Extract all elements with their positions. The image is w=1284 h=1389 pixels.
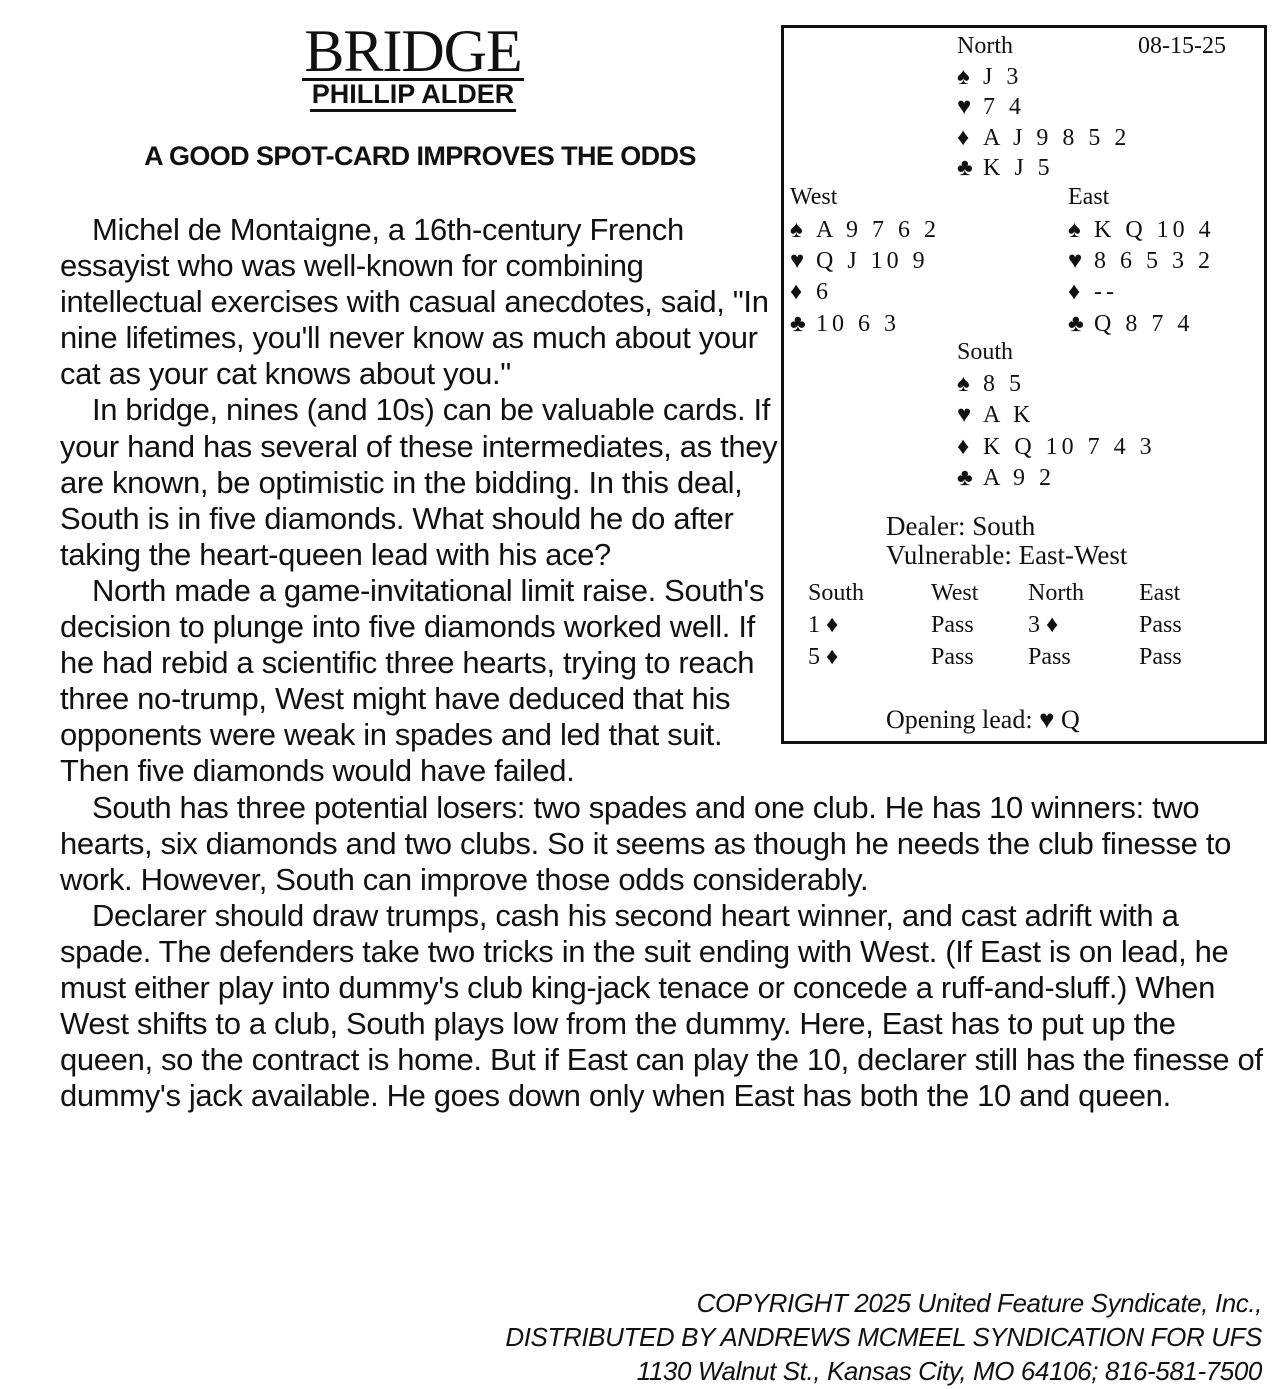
west-hearts: ♥ Q J 10 9 bbox=[790, 248, 929, 274]
headline: A GOOD SPOT-CARD IMPROVES THE ODDS bbox=[144, 141, 696, 171]
south-hearts: ♥ A K bbox=[957, 402, 1035, 428]
north-clubs: ♣ K J 5 bbox=[957, 155, 1054, 181]
paragraph: Michel de Montaigne, a 16th-century French essayist who was well-known for combining intellectual exercises with casual anecdotes, said, "In nine lifetimes, you'll never know as much about your cat as your cat knows about you." bbox=[60, 212, 769, 392]
copyright-line: COPYRIGHT 2025 United Feature Syndicate, Inc., bbox=[696, 1288, 1262, 1318]
south-spades: ♠ 8 5 bbox=[957, 371, 1025, 397]
auction-header-west: West bbox=[931, 580, 979, 606]
south-clubs: ♣ A 9 2 bbox=[957, 465, 1056, 491]
auction-header-south: South bbox=[808, 580, 865, 606]
east-label: East bbox=[1068, 184, 1110, 210]
copyright-footer bbox=[505, 1286, 1262, 1388]
author-label: PHILLIP ALDER bbox=[310, 80, 517, 112]
paragraph: Declarer should draw trumps, cash his second heart winner, and cast adrift with a spade. The defenders take two tricks in the suit ending with West. (If East is on lead, he must either play into dummy's club king-jack tenace or concede a ruff-and-sluff.) When West shifts to a club, South plays low from the dummy. Here, East has to put up the queen, so the contract is home. But if East can play the 10, declarer still has the finesse of dummy's jack available. He goes down only when East has both the 10 and queen. bbox=[60, 897, 1263, 1114]
spade-icon: ♠ bbox=[1068, 217, 1081, 243]
heart-icon: ♥ bbox=[790, 248, 805, 274]
north-spades: ♠ J 3 bbox=[957, 64, 1023, 90]
distribution-line: DISTRIBUTED BY ANDREWS MCMEEL SYNDICATION FOR UFS bbox=[505, 1322, 1262, 1352]
north-label: North bbox=[957, 33, 1013, 59]
spade-icon: ♠ bbox=[957, 371, 970, 397]
auction-bid: Pass bbox=[1028, 644, 1071, 670]
paragraph: North made a game-invitational limit raise. South's decision to plunge into five diamonds worked well. If he had rebid a scientific three hearts, trying to reach three no-trump, West might have deduced that his opponents were weak in spades and led that suit. Then five diamonds would have failed. bbox=[60, 572, 765, 789]
auction-bid: Pass bbox=[1139, 644, 1182, 670]
club-icon: ♣ bbox=[790, 311, 806, 337]
north-hearts: ♥ 7 4 bbox=[957, 94, 1025, 120]
paragraph: In bridge, nines (and 10s) can be valuable cards. If your hand has several of these intermediates, as they are known, be optimistic in the bidding. In this deal, South is in five diamonds. What should he do after taking the heart-queen lead with his ace? bbox=[60, 392, 778, 572]
west-label: West bbox=[790, 184, 838, 210]
auction-bid: Pass bbox=[931, 644, 974, 670]
spade-icon: ♠ bbox=[957, 64, 970, 90]
vulnerability-info: Vulnerable: East-West bbox=[886, 540, 1128, 570]
heart-icon: ♥ bbox=[1068, 248, 1083, 274]
dealer-info: Dealer: South bbox=[886, 511, 1036, 541]
auction-bid: Pass bbox=[931, 612, 974, 638]
auction-header-north: North bbox=[1028, 580, 1084, 606]
heart-icon: ♥ bbox=[957, 94, 972, 120]
west-spades: ♠ A 9 7 6 2 bbox=[790, 217, 941, 243]
auction-bid: 5 ♦ bbox=[808, 644, 839, 670]
spade-icon: ♠ bbox=[790, 217, 803, 243]
masthead bbox=[0, 18, 826, 112]
club-icon: ♣ bbox=[957, 465, 973, 491]
west-diamonds: ♦ 6 bbox=[790, 279, 832, 305]
diamond-icon: ♦ bbox=[957, 434, 970, 460]
auction-bid: 3 ♦ bbox=[1028, 612, 1059, 638]
south-label: South bbox=[957, 339, 1014, 365]
east-diamonds: ♦ -- bbox=[1068, 279, 1118, 305]
east-hearts: ♥ 8 6 5 3 2 bbox=[1068, 248, 1214, 274]
paragraph: South has three potential losers: two spades and one club. He has 10 winners: two hearts, six diamonds and two clubs. So it seems as though he needs the club finesse to work. However, South can improve those odds considerably. bbox=[60, 789, 1231, 897]
deal-diagram bbox=[781, 25, 1267, 744]
diamond-icon: ♦ bbox=[957, 125, 970, 151]
auction-header-east: East bbox=[1139, 580, 1181, 606]
north-diamonds: ♦ A J 9 8 5 2 bbox=[957, 125, 1131, 151]
column-title: BRIDGE bbox=[304, 18, 522, 84]
west-clubs: ♣ 10 6 3 bbox=[790, 311, 900, 337]
east-spades: ♠ K Q 10 4 bbox=[1068, 217, 1215, 243]
club-icon: ♣ bbox=[1068, 311, 1084, 337]
address-line: 1130 Walnut St., Kansas City, MO 64106; 816-581-7500 bbox=[636, 1356, 1262, 1386]
heart-icon: ♥ bbox=[957, 402, 972, 428]
diamond-icon: ♦ bbox=[790, 279, 803, 305]
south-diamonds: ♦ K Q 10 7 4 3 bbox=[957, 434, 1156, 460]
deal-date: 08-15-25 bbox=[1138, 33, 1226, 59]
author-name bbox=[0, 80, 826, 112]
club-icon: ♣ bbox=[957, 155, 973, 181]
opening-lead: Opening lead: ♥ Q bbox=[886, 705, 1080, 734]
east-clubs: ♣ Q 8 7 4 bbox=[1068, 311, 1194, 337]
auction-bid: 1 ♦ bbox=[808, 612, 839, 638]
diamond-icon: ♦ bbox=[1068, 279, 1081, 305]
auction-bid: Pass bbox=[1139, 612, 1182, 638]
